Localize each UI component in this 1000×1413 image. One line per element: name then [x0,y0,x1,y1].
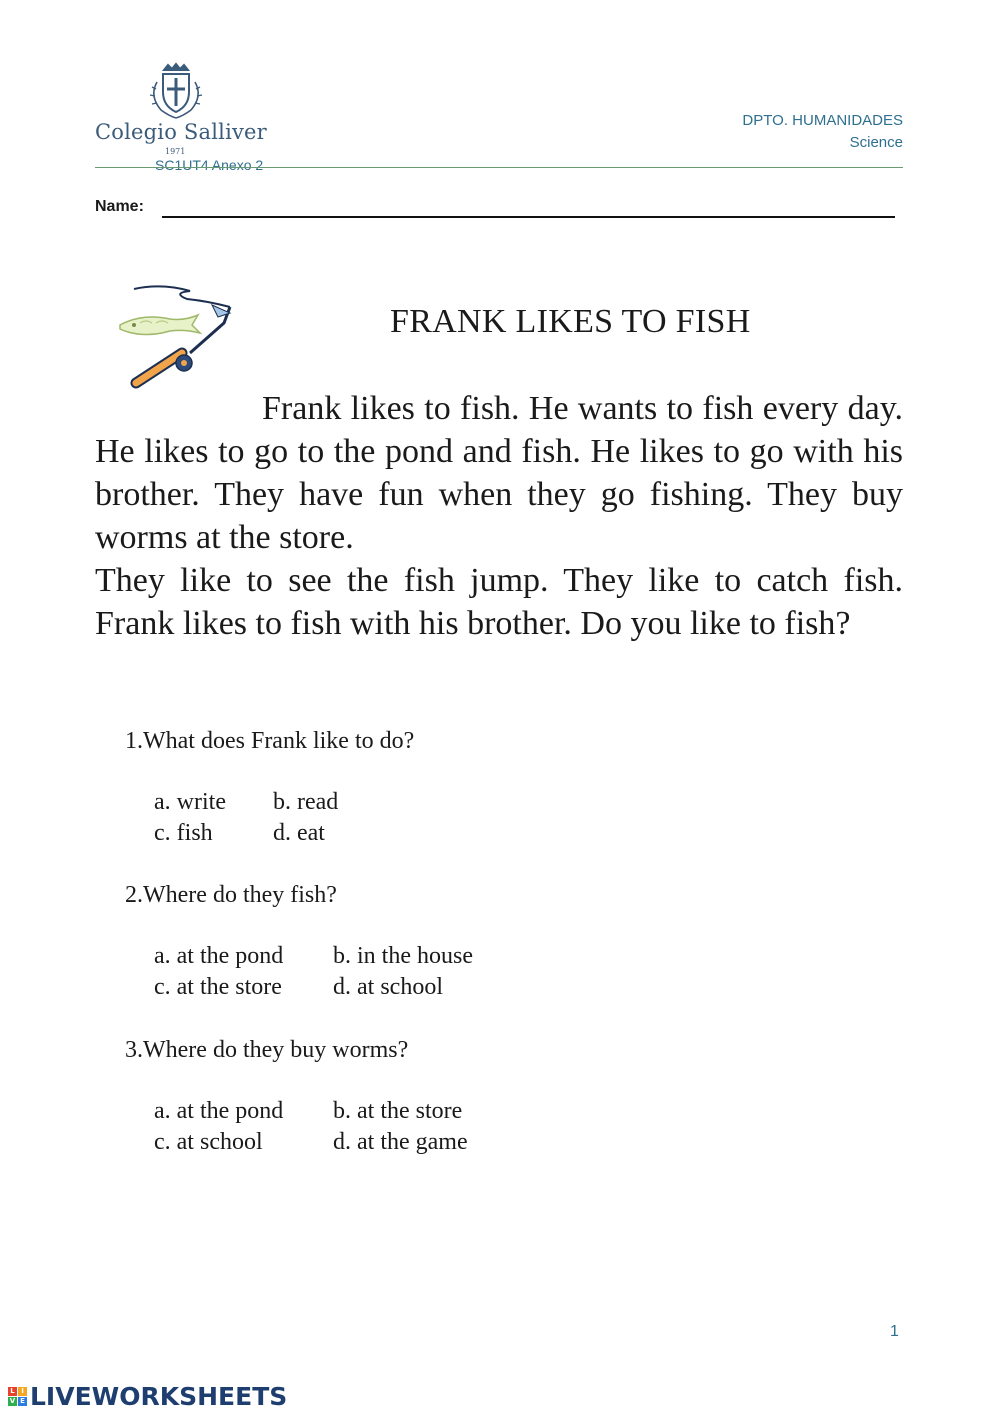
question-3: 3.Where do they buy worms? [125,1037,409,1063]
crest-icon [147,62,205,120]
answer-option[interactable]: d. at school [333,974,443,1000]
reading-passage [95,387,903,645]
badge-letter: V [9,1396,16,1405]
answer-option[interactable]: b. in the house [333,943,473,969]
answer-option[interactable]: b. read [273,789,339,815]
badge-letter: E [18,1397,27,1406]
header-divider [95,167,903,168]
department-info [742,110,903,154]
answer-option[interactable]: c. fish [154,820,213,846]
school-name: Colegio Salliver [95,120,267,144]
liveworksheets-wordmark: LIVEWORKSHEETS [30,1381,288,1411]
badge-letter: L [8,1387,17,1396]
name-answer-line[interactable] [162,216,895,218]
answer-option[interactable]: c. at school [154,1129,263,1155]
answer-option[interactable]: c. at the store [154,974,282,1000]
answer-option[interactable]: a. at the pond [154,1098,284,1124]
passage-paragraph: Frank likes to fish. He wants to fish every day. He likes to go to the pond and fish. He likes to go with his brother. They have fun when they go fishing. They buy worms at the store. [95,390,903,556]
answer-option[interactable]: b. at the store [333,1098,463,1124]
answer-option[interactable]: a. write [154,789,226,815]
passage-paragraph: They like to see the fish jump. They like to catch fish. Frank likes to fish with his brother. Do you like to fish? [95,562,903,642]
fishing-rod-icon [112,283,242,393]
question-2: 2.Where do they fish? [125,882,337,908]
department-label: DPTO. HUMANIDADES [742,112,903,129]
answer-option[interactable]: a. at the pond [154,943,284,969]
school-year: 1971 [165,147,186,156]
school-logo [95,62,265,162]
name-label: Name: [95,198,144,215]
badge-letter: I [18,1387,27,1396]
document-code: SC1UT4 Anexo 2 [155,157,264,173]
liveworksheets-badge-icon [8,1387,27,1406]
page-number: 1 [890,1323,899,1340]
page-title: FRANK LIKES TO FISH [390,303,751,340]
question-1: 1.What does Frank like to do? [125,728,415,754]
liveworksheets-logo[interactable] [8,1381,287,1411]
name-field[interactable] [95,198,903,216]
subject-label: Science [849,134,903,151]
answer-option[interactable]: d. eat [273,820,325,846]
answer-option[interactable]: d. at the game [333,1129,468,1155]
